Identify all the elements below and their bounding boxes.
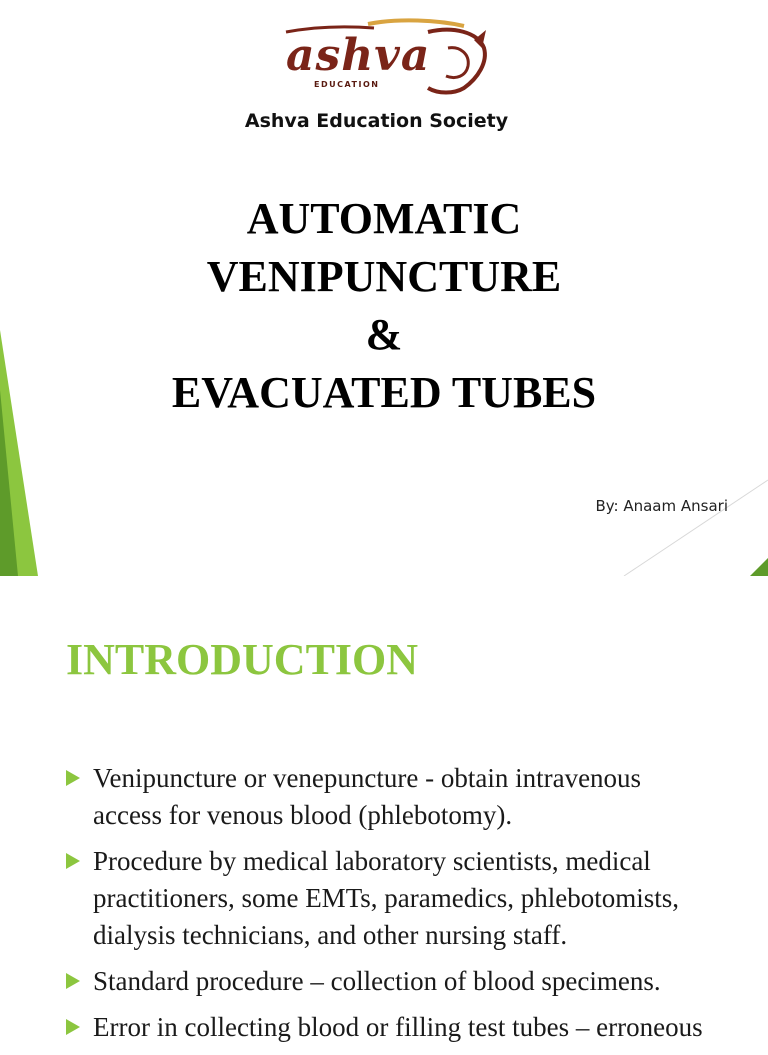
bullet-text: Error in collecting blood or filling test tubes – erroneous — [93, 1012, 703, 1042]
list-item — [64, 760, 768, 834]
title-line: AUTOMATIC — [246, 194, 522, 243]
bullet-text: Standard procedure – collection of blood specimens. — [93, 966, 661, 996]
triangle-right-icon — [66, 973, 80, 989]
triangle-right-icon — [66, 770, 80, 786]
bullet-list — [64, 760, 768, 1055]
introduction-slide — [0, 576, 768, 1042]
list-item — [64, 963, 768, 1000]
title-line: EVACUATED TUBES — [171, 368, 597, 417]
ashva-logo — [278, 18, 493, 100]
title-line: & — [365, 310, 403, 359]
triangle-right-icon — [66, 853, 80, 869]
logo-subtitle: EDUCATION — [314, 80, 380, 89]
section-heading: INTRODUCTION — [66, 635, 419, 684]
author-credit: By: Anaam Ansari — [595, 497, 728, 515]
corner-green-triangle — [750, 558, 768, 576]
slide-title — [0, 190, 768, 422]
society-name: Ashva Education Society — [244, 110, 509, 132]
bullet-text: Procedure by medical laboratory scientists, medical practitioners, some EMTs, paramedics, phlebotomists, dialysis technicians, and other nursing staff. — [93, 846, 679, 950]
logo-wordmark: ashva — [286, 30, 431, 81]
bullet-text: Venipuncture or venepuncture - obtain intravenous access for venous blood (phlebotomy). — [93, 763, 642, 830]
list-item — [64, 1009, 768, 1046]
diagonal-line — [624, 480, 768, 576]
triangle-right-icon — [66, 1019, 80, 1035]
bottom-right-accent-shape — [600, 480, 768, 576]
list-item — [64, 843, 768, 954]
title-line: VENIPUNCTURE — [206, 252, 562, 301]
